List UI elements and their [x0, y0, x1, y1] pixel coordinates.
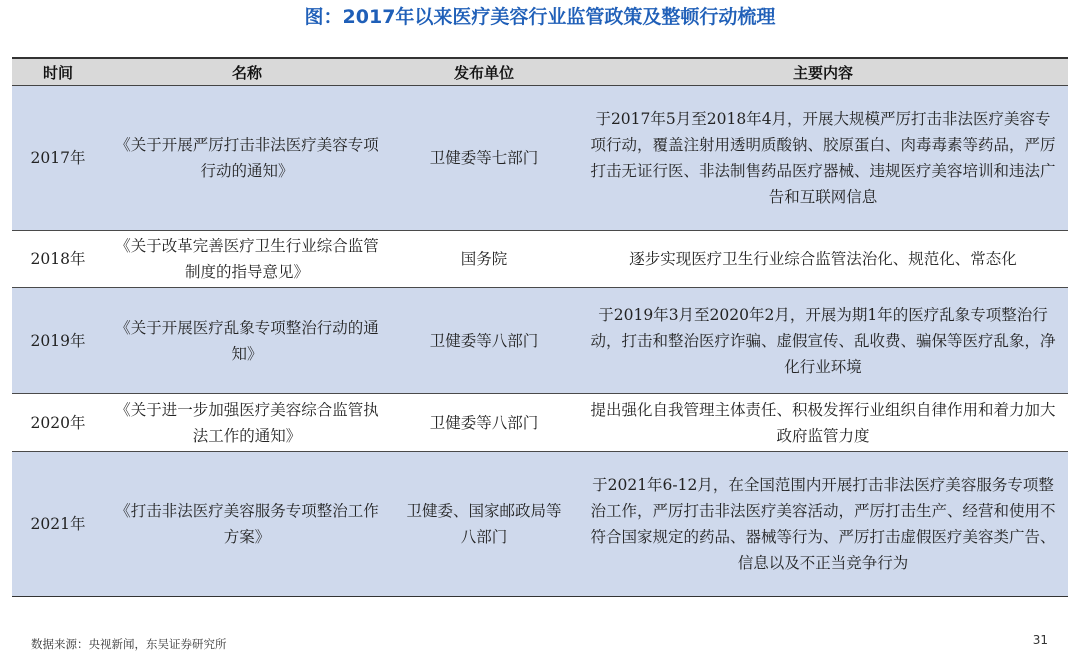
cell-time: 2017年 [12, 86, 104, 231]
cell-content: 于2021年6-12月，在全国范围内开展打击非法医疗美容服务专项整治工作，严厉打击非法医疗美容活动，严厉打击生产、经营和使用不符合国家规定的药品、器械等行为、严厉打击虚假医疗美容类广告、信息以及不正当竞争行为 [578, 452, 1068, 597]
cell-unit: 卫健委等八部门 [390, 288, 578, 394]
cell-time: 2021年 [12, 452, 104, 597]
cell-name: 《关于开展医疗乱象专项整治行动的通知》 [104, 288, 390, 394]
table-row [12, 452, 1068, 597]
cell-content: 于2019年3月至2020年2月，开展为期1年的医疗乱象专项整治行动，打击和整治医疗诈骗、虚假宣传、乱收费、骗保等医疗乱象，净化行业环境 [578, 288, 1068, 394]
cell-name: 《关于改革完善医疗卫生行业综合监管制度的指导意见》 [104, 231, 390, 288]
table-row [12, 86, 1068, 231]
cell-unit: 卫健委、国家邮政局等八部门 [390, 452, 578, 597]
cell-time: 2018年 [12, 231, 104, 288]
cell-name: 《打击非法医疗美容服务专项整治工作方案》 [104, 452, 390, 597]
cell-content: 提出强化自我管理主体责任、积极发挥行业组织自律作用和着力加大政府监管力度 [578, 394, 1068, 452]
page-number: 31 [1032, 633, 1048, 647]
header-content: 主要内容 [578, 58, 1068, 86]
cell-unit: 卫健委等八部门 [390, 394, 578, 452]
cell-unit: 卫健委等七部门 [390, 86, 578, 231]
cell-unit: 国务院 [390, 231, 578, 288]
table-row [12, 394, 1068, 452]
cell-name: 《关于进一步加强医疗美容综合监管执法工作的通知》 [104, 394, 390, 452]
header-name: 名称 [104, 58, 390, 86]
table-row [12, 231, 1068, 288]
table-row [12, 288, 1068, 394]
cell-content: 于2017年5月至2018年4月，开展大规模严厉打击非法医疗美容专项行动，覆盖注射用透明质酸钠、胶原蛋白、肉毒毒素等药品，严厉打击无证行医、非法制售药品医疗器械、违规医疗美容培训和违法广告和互联网信息 [578, 86, 1068, 231]
cell-time: 2019年 [12, 288, 104, 394]
page-title: 图：2017年以来医疗美容行业监管政策及整顿行动梳理 [304, 6, 776, 28]
cell-content: 逐步实现医疗卫生行业综合监管法治化、规范化、常态化 [578, 231, 1068, 288]
cell-time: 2020年 [12, 394, 104, 452]
header-unit: 发布单位 [390, 58, 578, 86]
header-time: 时间 [12, 58, 104, 86]
data-source-note: 数据来源：央视新闻，东吴证券研究所 [31, 637, 227, 651]
cell-name: 《关于开展严厉打击非法医疗美容专项行动的通知》 [104, 86, 390, 231]
policy-table-container [12, 57, 1068, 597]
table-header-row [12, 58, 1068, 86]
policy-table [12, 57, 1068, 597]
